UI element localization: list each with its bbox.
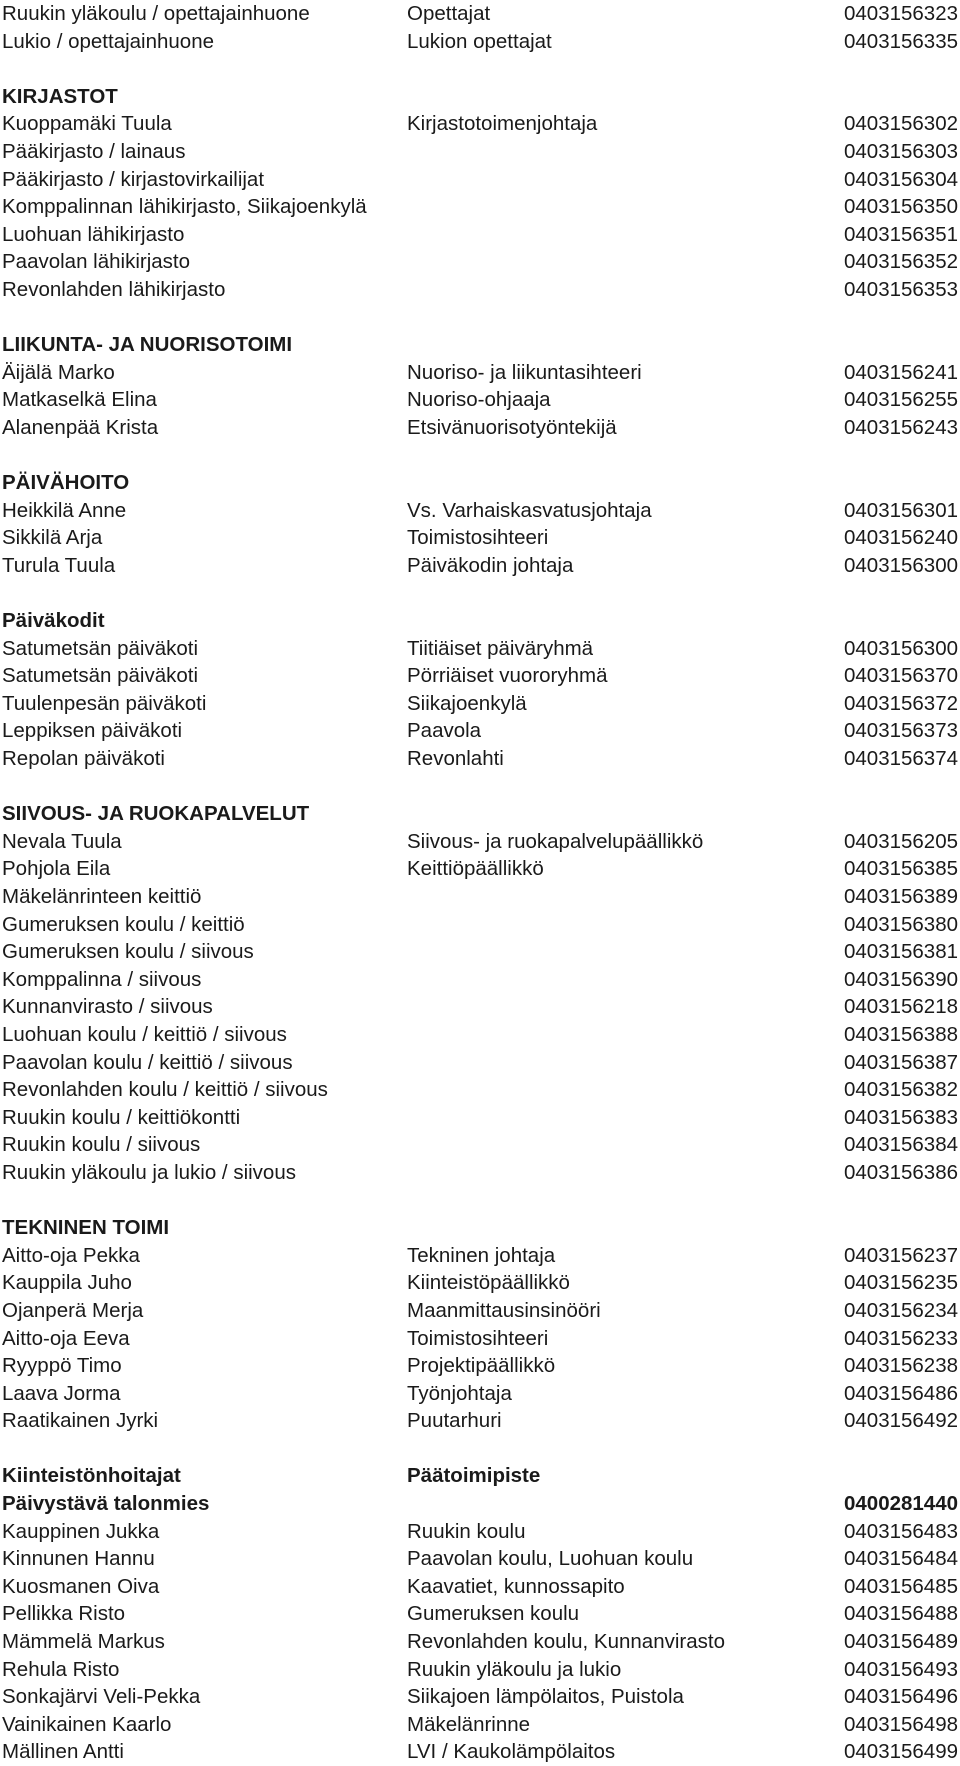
directory-row — [2, 1518, 958, 1546]
phone-number: 0403156489 — [843, 1630, 958, 1654]
contact-name: Pellikka Risto — [2, 1602, 126, 1626]
phone-number: 0403156323 — [843, 2, 958, 25]
directory-row — [2, 911, 958, 939]
contact-role: Työnjohtaja — [407, 1381, 512, 1405]
phone-number: 0403156384 — [843, 1133, 958, 1157]
phone-number: 0403156234 — [843, 1298, 958, 1322]
contact-name: Äijälä Marko — [2, 360, 115, 384]
phone-number: 0403156240 — [843, 526, 958, 550]
heading-title: PÄIVÄHOITO — [2, 471, 130, 495]
directory-row — [2, 1159, 958, 1187]
contact-name: Päivystävä talonmies — [2, 1492, 210, 1516]
phone-number: 0403156486 — [843, 1381, 958, 1405]
phone-number: 0403156255 — [843, 388, 958, 412]
phone-number: 0403156389 — [843, 885, 958, 908]
contact-name: Ruukin koulu / siivous — [2, 1133, 201, 1157]
directory-row — [2, 1352, 958, 1380]
contact-name: Nevala Tuula — [2, 829, 122, 853]
phone-number: 0403156300 — [843, 553, 958, 577]
contact-name: Raatikainen Jyrki — [2, 1409, 159, 1433]
contact-name: Satumetsän päiväkoti — [2, 636, 199, 660]
section-spacer — [2, 55, 958, 83]
contact-name: Sonkajärvi Veli-Pekka — [2, 1685, 201, 1709]
section-heading — [2, 83, 958, 111]
contact-name: Turula Tuula — [2, 553, 116, 577]
phone-number: 0400281440 — [843, 1492, 958, 1516]
phone-number: 0403156385 — [843, 857, 958, 881]
directory-row — [2, 1490, 958, 1518]
contact-name: Alanenpää Krista — [2, 415, 159, 439]
section-spacer — [2, 442, 958, 470]
contact-role: Projektipäällikkö — [407, 1354, 556, 1378]
phone-number: 0403156301 — [843, 498, 958, 522]
section-heading — [2, 331, 958, 359]
directory-row — [2, 1656, 958, 1684]
contact-name: Lukio / opettajainhuone — [2, 29, 215, 53]
contact-name: Pääkirjasto / kirjastovirkailijat — [2, 167, 265, 191]
contact-name: Kauppinen Jukka — [2, 1519, 160, 1543]
phone-number: 0403156498 — [843, 1712, 958, 1736]
contact-name: Pääkirjasto / lainaus — [2, 139, 186, 163]
contact-role: Nuoriso-ohjaaja — [407, 388, 551, 412]
directory-row — [2, 1683, 958, 1711]
contact-name: Revonlahden lähikirjasto — [2, 277, 226, 301]
directory-row — [2, 193, 958, 221]
section-spacer — [2, 304, 958, 332]
contact-name: Mäkelänrinteen keittiö — [2, 885, 202, 908]
directory-row — [2, 1545, 958, 1573]
phone-number: 0403156243 — [843, 415, 958, 439]
section-spacer — [2, 1435, 958, 1463]
phone-number: 0403156353 — [843, 277, 958, 301]
contact-name: Komppalinnan lähikirjasto, Siikajoenkylä — [2, 195, 367, 219]
heading-subtitle: Päätoimipiste — [407, 1464, 541, 1488]
section-paivakodit — [2, 607, 958, 773]
directory-row — [2, 414, 958, 442]
contact-role: Päiväkodin johtaja — [407, 553, 574, 577]
contact-name: Komppalinna / siivous — [2, 967, 202, 991]
directory-row — [2, 966, 958, 994]
directory-row — [2, 1242, 958, 1270]
contact-name: Matkaselkä Elina — [2, 388, 157, 412]
phone-directory — [2, 0, 958, 1766]
phone-number: 0403156350 — [843, 195, 958, 219]
directory-row — [2, 635, 958, 663]
directory-row — [2, 110, 958, 138]
contact-name: Aitto-oja Pekka — [2, 1243, 140, 1267]
contact-role: Ruukin koulu — [407, 1519, 526, 1543]
directory-row — [2, 855, 958, 883]
section-tekninen-toimi — [2, 1214, 958, 1435]
directory-row — [2, 138, 958, 166]
phone-number: 0403156372 — [843, 691, 958, 715]
contact-role: LVI / Kaukolämpölaitos — [407, 1740, 616, 1764]
contact-role: Opettajat — [407, 2, 491, 25]
contact-role: Lukion opettajat — [407, 29, 552, 53]
directory-row — [2, 28, 958, 56]
contact-role: Toimistosihteeri — [407, 526, 549, 550]
directory-row — [2, 1711, 958, 1739]
contact-role: Mäkelänrinne — [407, 1712, 531, 1736]
contact-name: Satumetsän päiväkoti — [2, 664, 199, 688]
phone-number: 0403156388 — [843, 1022, 958, 1046]
phone-number: 0403156235 — [843, 1271, 958, 1295]
contact-name: Sikkilä Arja — [2, 526, 103, 550]
phone-number: 0403156304 — [843, 167, 958, 191]
section-liikunta-ja-nuorisotoimi — [2, 331, 958, 441]
directory-row — [2, 1131, 958, 1159]
directory-row — [2, 938, 958, 966]
phone-number: 0403156370 — [843, 664, 958, 688]
contact-name: Kinnunen Hannu — [2, 1547, 155, 1571]
contact-role: Nuoriso- ja liikuntasihteeri — [407, 360, 642, 384]
section-heading — [2, 1214, 958, 1242]
contact-role: Keittiöpäällikkö — [407, 857, 544, 881]
contact-name: Mämmelä Markus — [2, 1630, 165, 1654]
phone-number: 0403156351 — [843, 222, 958, 246]
directory-row — [2, 552, 958, 580]
section-kirjastot — [2, 83, 958, 304]
section-heading — [2, 800, 958, 828]
contact-name: Laava Jorma — [2, 1381, 121, 1405]
heading-title: TEKNINEN TOIMI — [2, 1216, 170, 1240]
contact-name: Revonlahden koulu / keittiö / siivous — [2, 1078, 328, 1102]
contact-name: Rehula Risto — [2, 1657, 120, 1681]
contact-name: Kuosmanen Oiva — [2, 1574, 160, 1598]
phone-number: 0403156300 — [843, 636, 958, 660]
directory-row — [2, 717, 958, 745]
directory-row — [2, 166, 958, 194]
phone-number: 0403156373 — [843, 719, 958, 743]
contact-name: Paavolan lähikirjasto — [2, 250, 191, 274]
contact-name: Leppiksen päiväkoti — [2, 719, 183, 743]
phone-number: 0403156374 — [843, 747, 958, 771]
phone-number: 0403156386 — [843, 1160, 958, 1184]
contact-name: Pohjola Eila — [2, 857, 111, 881]
contact-name: Ojanperä Merja — [2, 1298, 144, 1322]
phone-number: 0403156499 — [843, 1740, 958, 1764]
directory-row — [2, 1325, 958, 1353]
directory-row — [2, 828, 958, 856]
contact-role: Kiinteistöpäällikkö — [407, 1271, 570, 1295]
directory-row — [2, 1600, 958, 1628]
contact-name: Kauppila Juho — [2, 1271, 132, 1295]
directory-row — [2, 1269, 958, 1297]
section-heading — [2, 469, 958, 497]
directory-row — [2, 1380, 958, 1408]
section-kiinteistonhoitajat — [2, 1462, 958, 1766]
directory-row — [2, 1407, 958, 1435]
phone-number: 0403156237 — [843, 1243, 958, 1267]
contact-role: Siikajoen lämpölaitos, Puistola — [407, 1685, 684, 1709]
directory-row — [2, 690, 958, 718]
contact-name: Gumeruksen koulu / siivous — [2, 940, 254, 964]
phone-number: 0403156233 — [843, 1326, 958, 1350]
phone-number: 0403156496 — [843, 1685, 958, 1709]
section-spacer — [2, 579, 958, 607]
heading-title: KIRJASTOT — [2, 84, 118, 108]
contact-role: Kaavatiet, kunnossapito — [407, 1574, 625, 1598]
directory-row — [2, 497, 958, 525]
phone-number: 0403156485 — [843, 1574, 958, 1598]
phone-number: 0403156302 — [843, 112, 958, 136]
section-opettajat — [2, 0, 958, 55]
contact-name: Paavolan koulu / keittiö / siivous — [2, 1050, 293, 1074]
directory-row — [2, 1076, 958, 1104]
directory-row — [2, 662, 958, 690]
contact-role: Revonlahti — [407, 747, 504, 771]
directory-row — [2, 524, 958, 552]
section-heading — [2, 607, 958, 635]
directory-row — [2, 0, 958, 28]
phone-number: 0403156387 — [843, 1050, 958, 1074]
phone-number: 0403156303 — [843, 139, 958, 163]
contact-name: Luohuan koulu / keittiö / siivous — [2, 1022, 287, 1046]
contact-role: Siikajoenkylä — [407, 691, 527, 715]
directory-row — [2, 386, 958, 414]
contact-role: Ruukin yläkoulu ja lukio — [407, 1657, 622, 1681]
directory-row — [2, 1573, 958, 1601]
directory-row — [2, 1104, 958, 1132]
contact-role: Puutarhuri — [407, 1409, 502, 1433]
contact-role: Vs. Varhaiskasvatusjohtaja — [407, 498, 652, 522]
phone-number: 0403156382 — [843, 1078, 958, 1102]
contact-name: Gumeruksen koulu / keittiö — [2, 912, 245, 936]
contact-name: Vainikainen Kaarlo — [2, 1712, 172, 1736]
directory-row — [2, 1628, 958, 1656]
contact-role: Pörriäiset vuororyhmä — [407, 664, 608, 688]
contact-name: Ruukin yläkoulu / opettajainhuone — [2, 2, 310, 25]
directory-row — [2, 221, 958, 249]
contact-name: Ryyppö Timo — [2, 1354, 122, 1378]
contact-name: Ruukin koulu / keittiökontti — [2, 1105, 241, 1129]
contact-name: Aitto-oja Eeva — [2, 1326, 130, 1350]
phone-number: 0403156492 — [843, 1409, 958, 1433]
phone-number: 0403156335 — [843, 29, 958, 53]
phone-number: 0403156241 — [843, 360, 958, 384]
heading-title: Kiinteistönhoitajat — [2, 1464, 181, 1488]
phone-number: 0403156488 — [843, 1602, 958, 1626]
contact-role: Revonlahden koulu, Kunnanvirasto — [407, 1630, 725, 1654]
phone-number: 0403156493 — [843, 1657, 958, 1681]
phone-number: 0403156383 — [843, 1105, 958, 1129]
section-spacer — [2, 1187, 958, 1215]
contact-name: Ruukin yläkoulu ja lukio / siivous — [2, 1160, 296, 1184]
directory-row — [2, 248, 958, 276]
contact-name: Luohuan lähikirjasto — [2, 222, 185, 246]
contact-role: Gumeruksen koulu — [407, 1602, 580, 1626]
contact-name: Tuulenpesän päiväkoti — [2, 691, 207, 715]
contact-role: Toimistosihteeri — [407, 1326, 549, 1350]
directory-row — [2, 745, 958, 773]
directory-row — [2, 276, 958, 304]
section-siivous-ja-ruokapalvelut — [2, 800, 958, 1186]
phone-number: 0403156218 — [843, 995, 958, 1019]
directory-row — [2, 1021, 958, 1049]
phone-number: 0403156390 — [843, 967, 958, 991]
section-spacer — [2, 773, 958, 801]
phone-number: 0403156484 — [843, 1547, 958, 1571]
directory-row — [2, 359, 958, 387]
contact-role: Etsivänuorisotyöntekijä — [407, 415, 617, 439]
directory-row — [2, 1049, 958, 1077]
phone-number: 0403156205 — [843, 829, 958, 853]
phone-number: 0403156352 — [843, 250, 958, 274]
phone-number: 0403156483 — [843, 1519, 958, 1543]
section-paivahoito — [2, 469, 958, 579]
contact-role: Paavola — [407, 719, 482, 743]
directory-row — [2, 883, 958, 911]
contact-name: Mällinen Antti — [2, 1740, 124, 1764]
section-heading — [2, 1462, 958, 1490]
contact-role: Paavolan koulu, Luohuan koulu — [407, 1547, 694, 1571]
directory-row — [2, 1297, 958, 1325]
heading-title: SIIVOUS- JA RUOKAPALVELUT — [2, 802, 310, 826]
heading-title: LIIKUNTA- JA NUORISOTOIMI — [2, 333, 293, 357]
phone-number: 0403156238 — [843, 1354, 958, 1378]
phone-number: 0403156380 — [843, 912, 958, 936]
contact-name: Heikkilä Anne — [2, 498, 127, 522]
contact-name: Kunnanvirasto / siivous — [2, 995, 213, 1019]
phone-number: 0403156381 — [843, 940, 958, 964]
contact-name: Repolan päiväkoti — [2, 747, 165, 771]
contact-name: Kuoppamäki Tuula — [2, 112, 172, 136]
contact-role: Kirjastotoimenjohtaja — [407, 112, 598, 136]
contact-role: Maanmittausinsinööri — [407, 1298, 601, 1322]
directory-row — [2, 1738, 958, 1766]
contact-role: Tiitiäiset päiväryhmä — [407, 636, 594, 660]
contact-role: Tekninen johtaja — [407, 1243, 556, 1267]
contact-role: Siivous- ja ruokapalvelupäällikkö — [407, 829, 704, 853]
directory-row — [2, 993, 958, 1021]
heading-title: Päiväkodit — [2, 609, 105, 633]
